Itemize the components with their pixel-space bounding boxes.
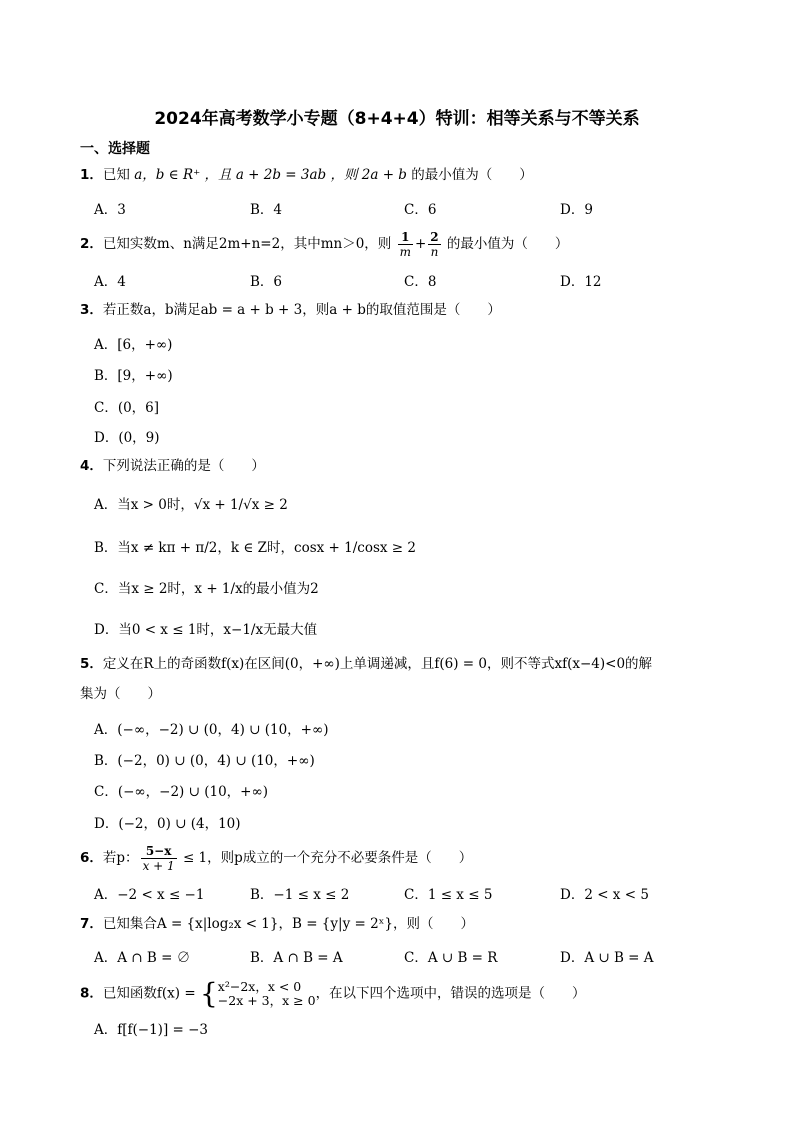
option-d: D．2 < x < 5 (560, 887, 649, 903)
option-c: C．(−∞，−2) ∪ (10，+∞) (94, 784, 268, 800)
question-number: 7． (80, 916, 103, 932)
option-a: A．−2 < x ≤ −1 (94, 887, 205, 903)
question-1: 1．已知 a，b ∈ R⁺ ，且 a + 2b = 3ab ，则 2a + b 的最小值为（ ） (80, 167, 533, 183)
option-c: C．1 ≤ x ≤ 5 (404, 887, 493, 903)
piecewise-cases: x²−2x，x < 0 −2x + 3，x ≥ 0 (217, 979, 316, 1008)
question-6: 6．若p： $\frac{5-x}{x + 1}$ ≤ 1，则p成立的一个充分不必要条件是（ ） (80, 844, 473, 873)
option-d: D．(0，9) (94, 430, 160, 446)
question-2: 2．已知实数m、n满足2m+n=2，其中mn＞0，则 $\frac{1}{m}$ + $\frac{2}{n}$ 的最小值为（ ） (80, 230, 569, 259)
option-a: A．3 (94, 202, 126, 218)
question-4: 4．下列说法正确的是（ ） (80, 458, 265, 474)
question-number: 4． (80, 458, 103, 474)
option-b: B．A ∩ B = A (250, 950, 343, 966)
option-b: B．4 (250, 202, 283, 218)
option-a: A．A ∩ B = ∅ (94, 950, 191, 966)
question-5-line-2: 集为（ ） (80, 686, 161, 702)
option-b: B．−1 ≤ x ≤ 2 (250, 887, 350, 903)
question-number: 3． (80, 302, 103, 318)
page-title: 2024年高考数学小专题（8+4+4）特训：相等关系与不等关系 (154, 109, 640, 129)
question-5: 5．定义在R上的奇函数f(x)在区间(0，+∞)上单调递减，且f(6) = 0，则不等式xf(x−4)<0的解 (80, 656, 653, 672)
fraction: $\frac{1}{m}$ (399, 230, 411, 259)
option-c: C．(0，6] (94, 400, 160, 416)
question-number: 8． (80, 985, 103, 1002)
section-heading: 一、选择题 (80, 141, 150, 157)
option-a: A．4 (94, 274, 126, 290)
brace-glyph: { (199, 977, 218, 1010)
option-d: D．(−2，0) ∪ (4，10) (94, 816, 241, 832)
question-7: 7．已知集合A = {x|log₂x < 1}，B = {y|y = 2ˣ}，则（ ） (80, 916, 474, 932)
option-c: C．6 (404, 202, 437, 218)
option-b: B．[9，+∞) (94, 368, 173, 384)
question-number: 1． (80, 167, 103, 183)
fraction: $\frac{2}{n}$ (430, 230, 439, 259)
question-3: 3．若正数a，b满足ab = a + b + 3，则a + b的取值范围是（ ） (80, 302, 501, 318)
question-number: 2． (80, 236, 103, 252)
question-8: 8．已知函数f(x) = { x²−2x，x < 0 −2x + 3，x ≥ 0 ，在以下四个选项中，错误的选项是（ ） (80, 977, 586, 1010)
option-b: B．6 (250, 274, 283, 290)
option-a: A．(−∞，−2) ∪ (0，4) ∪ (10，+∞) (94, 722, 329, 738)
option-a: A．f[f(−1)] = −3 (94, 1022, 209, 1038)
question-number: 6． (80, 850, 103, 866)
option-b: B．(−2，0) ∪ (0，4) ∪ (10，+∞) (94, 753, 315, 769)
option-a: A．当x > 0时，√x + 1/√x ≥ 2 (94, 497, 288, 513)
option-a: A．[6，+∞) (94, 337, 173, 353)
option-d: D．当0 < x ≤ 1时，x−1/x无最大值 (94, 622, 318, 638)
option-c: C．8 (404, 274, 437, 290)
option-d: D．12 (560, 274, 602, 290)
option-c: C．A ∪ B = R (404, 950, 498, 966)
fraction: $\frac{5-x}{x + 1}$ (142, 844, 175, 873)
option-d: D．9 (560, 202, 593, 218)
option-b: B．当x ≠ kπ + π/2，k ∈ Z时，cosx + 1/cosx ≥ 2 (94, 540, 416, 556)
option-c: C．当x ≥ 2时，x + 1/x的最小值为2 (94, 581, 319, 597)
question-number: 5． (80, 656, 103, 672)
option-d: D．A ∪ B = A (560, 950, 654, 966)
